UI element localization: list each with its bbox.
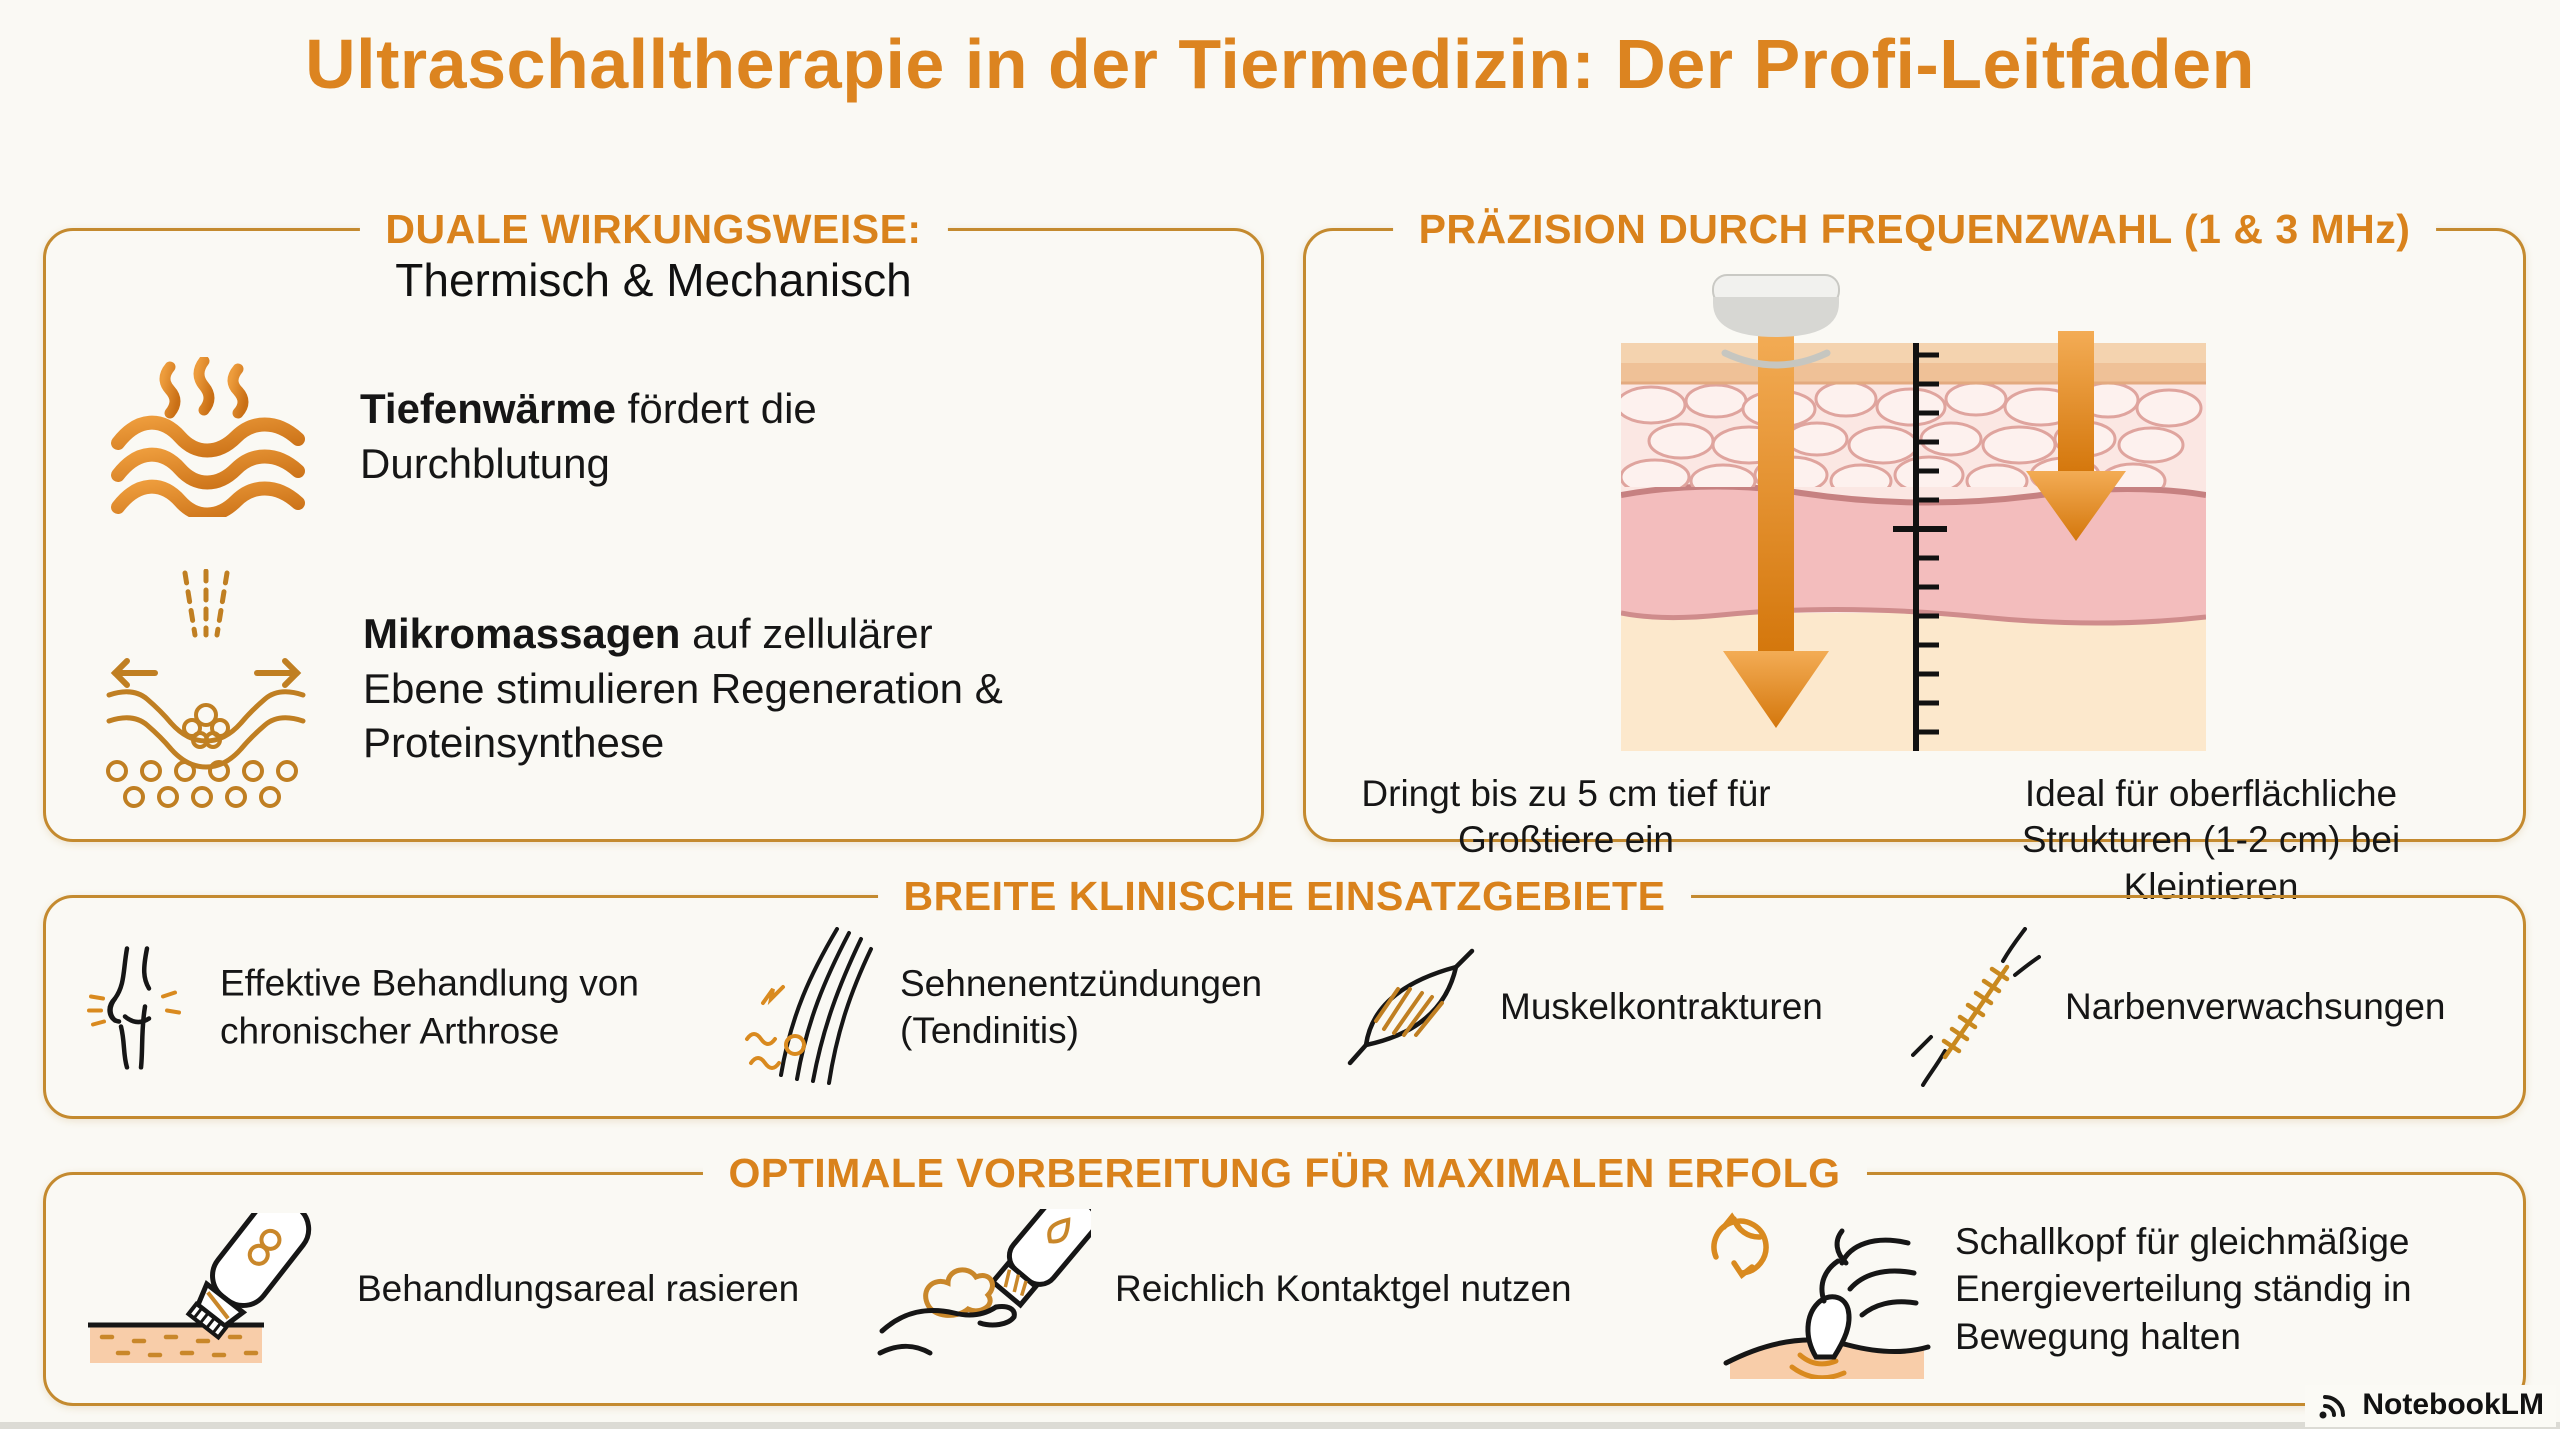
tendon-icon bbox=[741, 927, 876, 1087]
notebooklm-label: NotebookLM bbox=[2362, 1388, 2544, 1421]
heat-waves-icon bbox=[108, 357, 308, 517]
bottom-edge-strip bbox=[0, 1422, 2560, 1429]
preparation-item-label: Schallkopf für gleichmäßige Energieverteilung ständig in Bewegung halten bbox=[1955, 1220, 2412, 1357]
section-frequency bbox=[1303, 206, 2526, 907]
rotation-arrows-icon bbox=[1714, 1217, 1766, 1275]
notebooklm-logo-icon bbox=[2317, 1389, 2353, 1421]
section-clinical bbox=[43, 873, 2526, 1119]
muscle-icon bbox=[1346, 947, 1476, 1067]
clinical-item-label: Sehnenentzündungen (Tendinitis) bbox=[900, 962, 1263, 1051]
section-frequency-heading: PRÄZISION DURCH FREQUENZWAHL (1 & 3 MHz) bbox=[1393, 201, 2437, 257]
section-clinical-heading: BREITE KLINISCHE EINSATZGEBIETE bbox=[878, 868, 1692, 924]
notebooklm-badge bbox=[2305, 1385, 2556, 1427]
clinical-item-label: Effektive Behandlung von chronischer Arthrose bbox=[220, 962, 639, 1051]
scar-icon bbox=[1911, 927, 2041, 1087]
section-dual-mode bbox=[43, 206, 1264, 842]
list-item bbox=[741, 927, 1320, 1087]
list-item bbox=[108, 357, 940, 517]
probe-motion-icon bbox=[1696, 1199, 1931, 1379]
list-item bbox=[81, 945, 690, 1070]
micro-massage-icon bbox=[101, 569, 311, 809]
list-item bbox=[88, 1213, 799, 1365]
section-preparation bbox=[43, 1150, 2526, 1406]
knee-joint-icon bbox=[81, 945, 196, 1070]
gel-tube-icon bbox=[876, 1209, 1091, 1369]
razor-icon bbox=[88, 1213, 333, 1365]
list-item bbox=[1346, 947, 1900, 1067]
preparation-item-label: Behandlungsareal rasieren bbox=[357, 1268, 800, 1310]
list-item bbox=[876, 1209, 1572, 1369]
section-dual-mode-heading: DUALE WIRKUNGSWEISE: bbox=[359, 201, 947, 257]
list-item bbox=[1911, 927, 2495, 1087]
preparation-item-label: Reichlich Kontaktgel nutzen bbox=[1115, 1268, 1572, 1310]
shallow-penetration-caption: Ideal für oberflächliche Strukturen (1-2 cm) bei Kleintieren bbox=[2021, 773, 2401, 907]
list-item bbox=[1696, 1199, 2515, 1379]
dual-item-text: Tiefenwärme fördert die Durchblutung bbox=[360, 385, 817, 487]
deep-penetration-caption: Dringt bis zu 5 cm tief für Großtiere ein bbox=[1361, 773, 1771, 861]
clinical-item-label: Muskelkontrakturen bbox=[1500, 986, 1823, 1028]
page-title: Ultraschalltherapie in der Tiermedizin: Der Profi-Leitfaden bbox=[305, 25, 2255, 103]
clinical-item-label: Narbenverwachsungen bbox=[2065, 986, 2446, 1028]
section-preparation-heading: OPTIMALE VORBEREITUNG FÜR MAXIMALEN ERFOLG bbox=[702, 1145, 1866, 1201]
dual-mode-subtitle: Thermisch & Mechanisch bbox=[395, 254, 912, 306]
dual-item-text: Mikromassagen auf zellulärer Ebene stimulieren Regeneration & Proteinsynthese bbox=[363, 610, 1003, 767]
skin-cross-section-diagram bbox=[1621, 273, 2206, 758]
list-item bbox=[101, 569, 1053, 809]
